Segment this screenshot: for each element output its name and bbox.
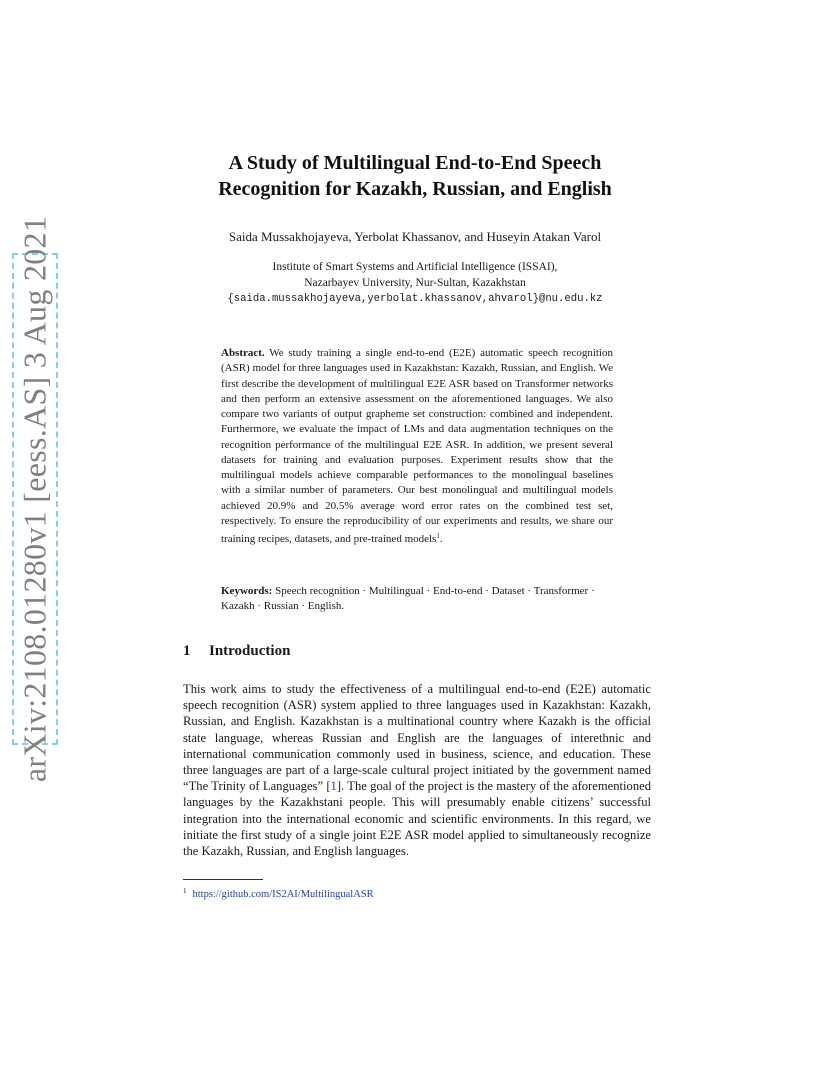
section-heading	[183, 643, 290, 660]
abstract-label: Abstract.	[221, 347, 265, 359]
title-line-1: A Study of Multilingual End-to-End Speech	[228, 152, 602, 174]
paper-title	[150, 150, 680, 202]
abstract-end: .	[439, 533, 443, 545]
affiliation-line-2: Nazarbayev University, Nur-Sultan, Kazakhstan	[304, 277, 526, 289]
arxiv-identifier: arXiv:2108.01280v1 [eess.AS] 3 Aug 2021	[16, 215, 53, 783]
abstract	[221, 346, 613, 547]
footnote	[183, 884, 374, 902]
keywords	[221, 584, 613, 615]
citation-link[interactable]: 1	[330, 779, 337, 794]
introduction-paragraph	[183, 681, 651, 859]
abstract-text: We study training a single end-to-end (E2E) automatic speech recognition (ASR) model for three languages used in Kazakhstan: Kazakh, Russian, and English. We first describe the development of multilingual E2E ASR based on Transformer networks and then perform an extensive assessment on the aforementioned languages. We also compare two variants of output grapheme set construction: combined and independent. Furthermore, we evaluate the impact of LMs and data augmentation techniques on the recognition performance of the multilingual E2E ASR. In addition, we present several datasets for training and evaluation purposes. Experiment results show that the multilingual models achieve comparable performances to the monolingual baselines with a similar number of parameters. Our best monolingual and multilingual models achieved 20.9% and 20.5% average word error rates on the combined test set, respectively. To ensure the reproducibility of our experiments and results, we share our training recipes, datasets, and pre-trained models	[221, 347, 613, 545]
footnote-number: 1	[183, 887, 187, 895]
title-line-2: Recognition for Kazakh, Russian, and English	[218, 178, 612, 200]
section-number: 1	[183, 643, 191, 659]
affiliation-block	[150, 259, 680, 307]
footnote-link[interactable]: https://github.com/IS2AI/MultilingualASR	[192, 889, 374, 900]
author-list: Saida Mussakhojayeva, Yerbolat Khassanov, and Huseyin Atakan Varol	[228, 229, 602, 244]
keywords-text: Speech recognition · Multilingual · End-to-end · Dataset · Transformer · Kazakh · Russian · English.	[221, 585, 595, 613]
author-emails: {saida.mussakhojayeva,yerbolat.khassanov,ahvarol}@nu.edu.kz	[227, 293, 603, 305]
footnote-divider	[183, 879, 263, 880]
affiliation-line-1: Institute of Smart Systems and Artificial Intelligence (ISSAI),	[272, 261, 558, 273]
section-title: Introduction	[209, 643, 291, 659]
intro-text-2: ]. The goal of the project is the mastery of the aforementioned languages by the Kazakhstani people. This will presumably enable citizens’ successful integration into the international economic and scientific environments. In this regard, we initiate the first study of a single joint E2E ASR model applied to simultaneously recognize the Kazakh, Russian, and English languages.	[183, 779, 651, 859]
keywords-label: Keywords:	[221, 585, 273, 597]
intro-text-1: This work aims to study the effectiveness of a multilingual end-to-end (E2E) automatic speech recognition (ASR) system applied to three languages used in Kazakhstan: Kazakh, Russian, and English. Kazakhstan is a multinational country where Kazakh is the official state language, whereas Russian and English are the languages of interethnic and international communication commonly used in business, science, and education. These three languages are part of a large-scale cultural project initiated by the government named “The Trinity of Languages” [	[183, 682, 651, 794]
abstract-footnote-mark[interactable]: 1	[436, 532, 440, 540]
